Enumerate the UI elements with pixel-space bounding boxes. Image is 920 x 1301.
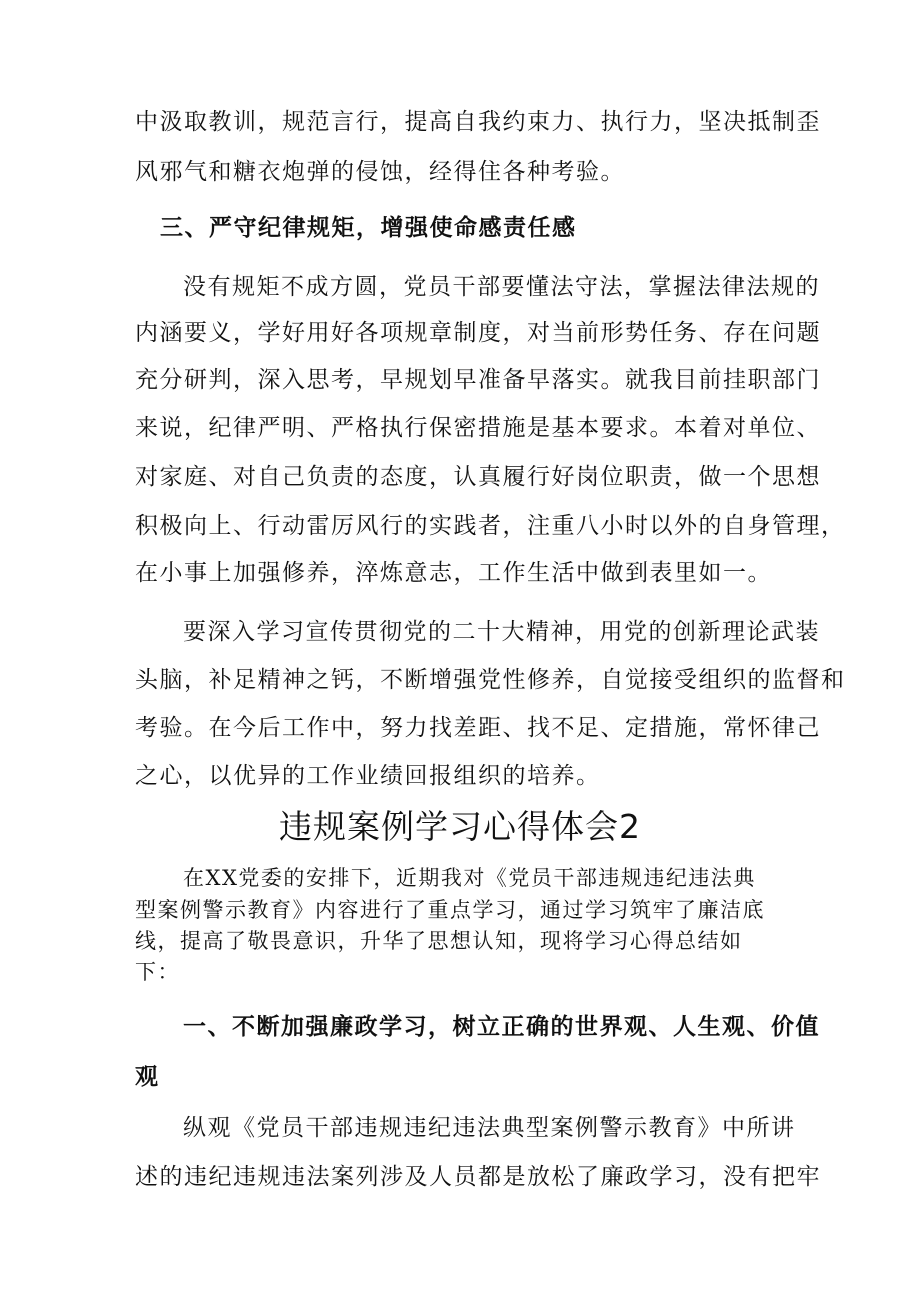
- section-heading: 一、不断加强廉政学习，树立正确的世界观、人生观、价值: [183, 1013, 820, 1040]
- section-heading: 三、严守纪律规矩，增强使命感责任感: [160, 214, 577, 241]
- text-line: 下：: [135, 960, 180, 984]
- section-heading: 观: [135, 1063, 160, 1090]
- text-line: 述的违纪违规违法案列涉及人员都是放松了廉政学习，没有把牢: [135, 1164, 821, 1190]
- text-line: 要深入学习宣传贯彻党的二十大精神，用党的创新理论武装: [183, 619, 820, 645]
- text-line: 对家庭、对自己负责的态度，认真履行好岗位职责，做一个思想: [135, 464, 821, 490]
- document-title: 违规案例学习心得体会2: [279, 807, 641, 846]
- text-line: 在小事上加强修养，淬炼意志，工作生活中做到表里如一。: [135, 560, 772, 586]
- text-line: 积极向上、行动雷厉风行的实践者，注重八小时以外的自身管理，: [135, 513, 846, 539]
- text-line: 来说，纪律严明、严格执行保密措施是基本要求。本着对单位、: [135, 415, 821, 441]
- text-line: 内涵要义，学好用好各项规章制度，对当前形势任务、存在问题: [135, 320, 821, 346]
- text-line: 线，提高了敬畏意识，升华了思想认知，现将学习心得总结如: [135, 929, 743, 953]
- text-line: 型案例警示教育》内容进行了重点学习，通过学习筑牢了廉洁底: [135, 898, 765, 922]
- text-line: 纵观《党员干部违规违纪违法典型案例警示教育》中所讲: [183, 1115, 796, 1141]
- text-line: 没有规矩不成方圆，党员干部要懂法守法，掌握法律法规的: [183, 274, 820, 300]
- text-line: 风邪气和糖衣炮弹的侵蚀，经得住各种考验。: [135, 159, 625, 185]
- text-line: 中汲取教训，规范言行，提高自我约束力、执行力，坚决抵制歪: [135, 109, 821, 135]
- text-line: 头脑，补足精神之钙，不断增强党性修养，自觉接受组织的监督和: [135, 667, 846, 693]
- text-line: 充分研判，深入思考，早规划早准备早落实。就我目前挂职部门: [135, 367, 821, 393]
- text-line: 考验。在今后工作中，努力找差距、找不足、定措施，常怀律己: [135, 715, 821, 741]
- text-line: 之心，以优异的工作业绩回报组织的培养。: [135, 763, 601, 789]
- text-line: 在XX党委的安排下，近期我对《党员干部违规违纪违法典: [183, 866, 756, 890]
